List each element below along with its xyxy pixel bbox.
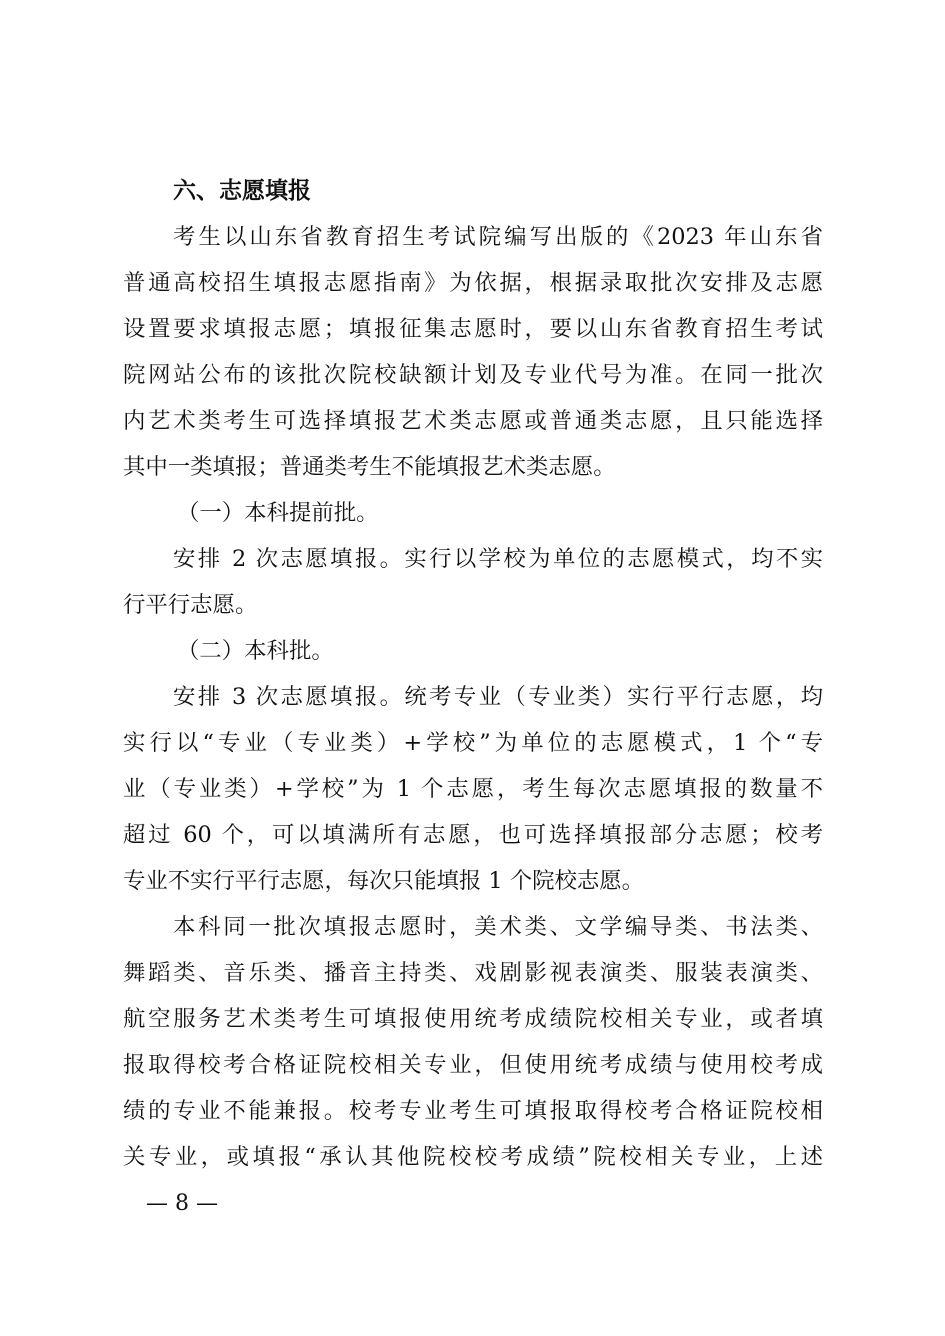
document-body <box>123 168 823 1180</box>
paragraph-line: 业（专业类）+学校”为 1 个志愿，考生每次志愿填报的数量不 <box>123 776 823 802</box>
paragraph-line: 报取得校考合格证院校相关专业，但使用统考成绩与使用校考成 <box>123 1052 823 1078</box>
paragraph-line: 专业不实行平行志愿，每次只能填报 1 个院校志愿。 <box>123 868 645 894</box>
paragraph-line: 航空服务艺术类考生可填报使用统考成绩院校相关专业，或者填 <box>123 1006 823 1032</box>
paragraph-line: 安排 2 次志愿填报。实行以学校为单位的志愿模式，均不实 <box>173 546 823 572</box>
paragraph-line: 绩的专业不能兼报。校考专业考生可填报取得校考合格证院校相 <box>123 1098 823 1124</box>
paragraph-line: 舞蹈类、音乐类、播音主持类、戏剧影视表演类、服装表演类、 <box>123 960 823 986</box>
paragraph-line: 考生以山东省教育招生考试院编写出版的《2023 年山东省 <box>173 224 823 250</box>
paragraph-line: 关专业，或填报“承认其他院校校考成绩”院校相关专业，上述 <box>123 1144 823 1170</box>
subsection-title-early-batch: （一）本科提前批。 <box>177 500 379 526</box>
art-category-paragraph <box>123 904 823 1180</box>
paragraph-line: 实行以“专业（专业类）+学校”为单位的志愿模式，1 个“专 <box>123 730 823 756</box>
paragraph-line: 本科同一批次填报志愿时，美术类、文学编导类、书法类、 <box>173 914 823 940</box>
page-number: — 8 — <box>146 1191 218 1216</box>
paragraph-line: 设置要求填报志愿；填报征集志愿时，要以山东省教育招生考试 <box>123 316 823 342</box>
paragraph-line: 安排 3 次志愿填报。统考专业（专业类）实行平行志愿，均 <box>173 684 823 710</box>
paragraph-line: 普通高校招生填报志愿指南》为依据，根据录取批次安排及志愿 <box>123 270 823 296</box>
paragraph-line: 院网站公布的该批次院校缺额计划及专业代号为准。在同一批次 <box>123 362 823 388</box>
intro-paragraph <box>123 214 823 490</box>
paragraph-line: 超过 60 个，可以填满所有志愿，也可选择填报部分志愿；校考 <box>123 822 823 848</box>
subsection-title-undergraduate-batch: （二）本科批。 <box>177 638 334 664</box>
section-heading: 六、志愿填报 <box>173 178 311 204</box>
paragraph-line: 内艺术类考生可选择填报艺术类志愿或普通类志愿，且只能选择 <box>123 408 823 434</box>
paragraph-line: 其中一类填报；普通类考生不能填报艺术类志愿。 <box>123 454 616 480</box>
early-batch-paragraph <box>123 536 823 628</box>
paragraph-line: 行平行志愿。 <box>123 592 258 618</box>
undergraduate-batch-paragraph <box>123 674 823 904</box>
